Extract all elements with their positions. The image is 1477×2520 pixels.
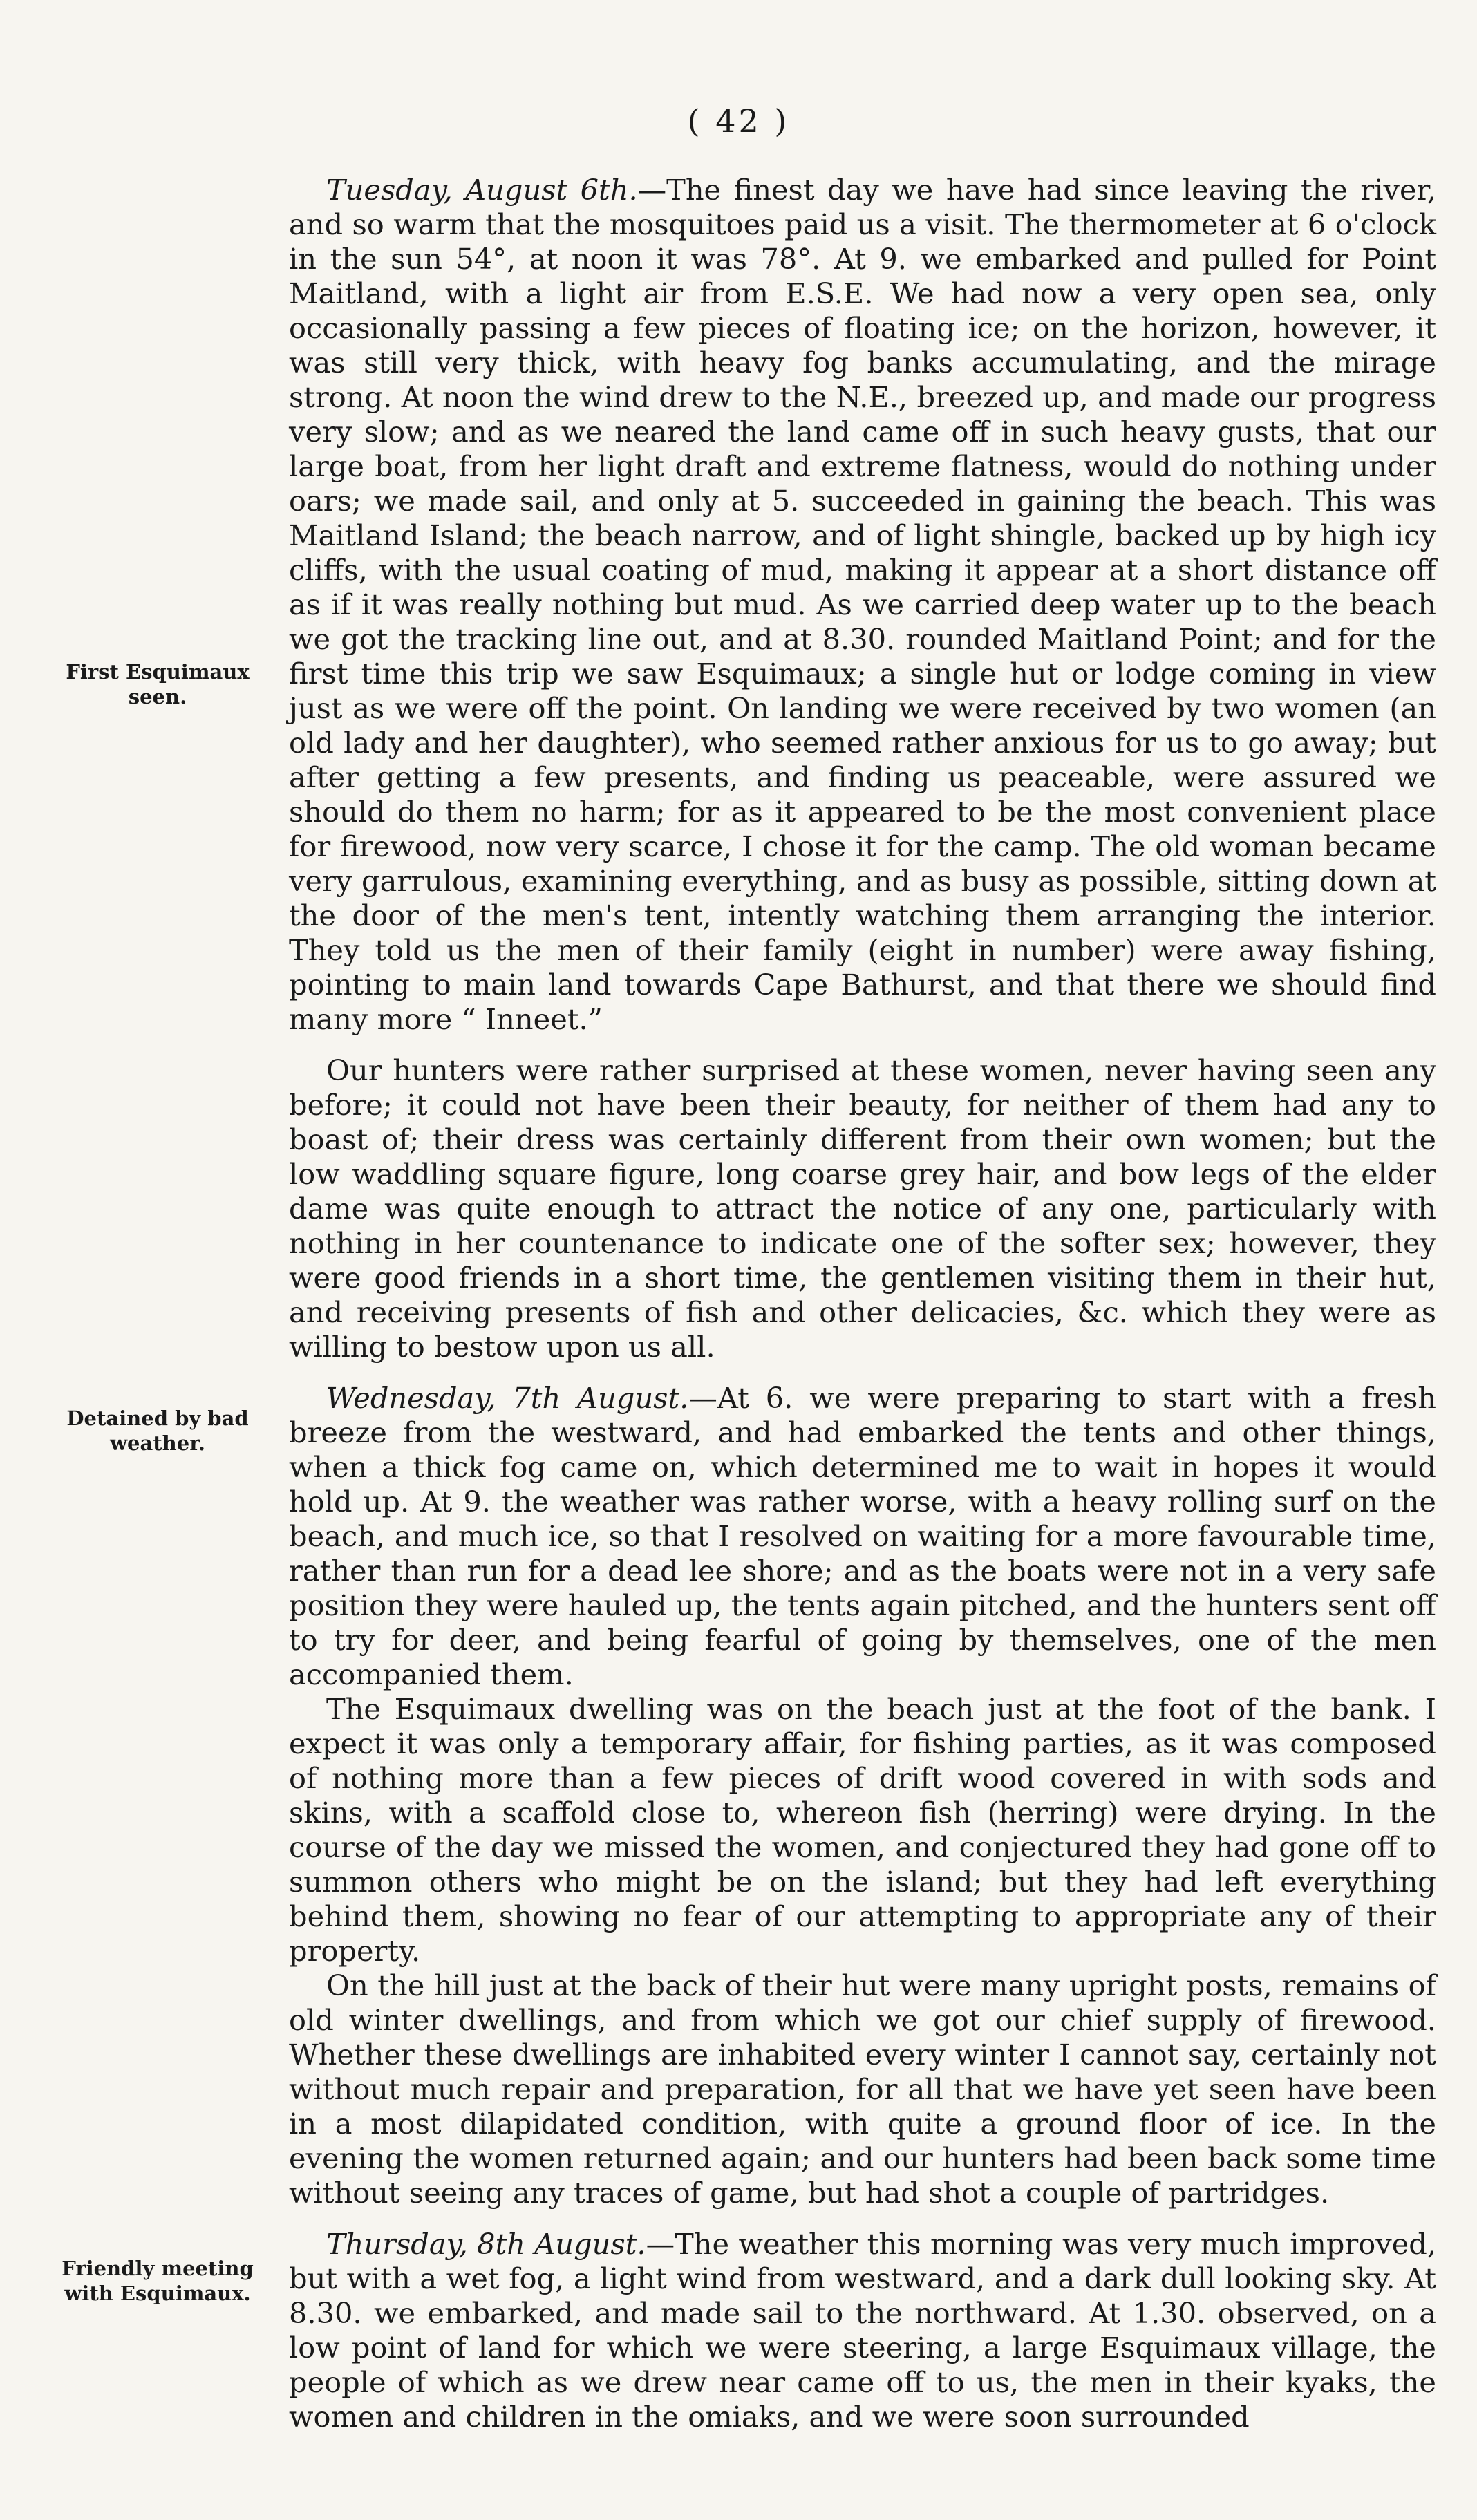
margin-note-detained: Detained by bad weather. <box>66 1407 249 1455</box>
body-text <box>289 173 1436 2434</box>
paragraph <box>289 1692 1436 1968</box>
entry-date: Thursday, 8th August. <box>326 2227 646 2261</box>
paragraph-text: On the hill just at the back of their hut were many upright posts, remains of old winter dwellings, and from which we got our chief supply of firewood. Whether these dwellings are inhabited every winter I cannot say, certainly not without much repair and preparation, for all that we have yet seen have been in a most dilapidated condition, with quite a ground floor of ice. In the evening the women returned again; and our hunters had been back some time without seeing any traces of game, but had shot a couple of partridges. <box>289 1968 1436 2210</box>
paragraph-text: —At 6. we were preparing to start with a fresh breeze from the westward, and had embarked the tents and other things, when a thick fog came on, which determined me to wait in hopes it would hold up. At 9. the weather was rather worse, with a heavy rolling surf on the beach, and much ice, so that I resolved on waiting for a more favourable time, rather than run for a dead lee shore; and as the boats were not in a very safe position they were hauled up, the tents again pitched, and the hunters sent off to try for deer, and being fearful of going by themselves, one of the men accompanied them. <box>289 1381 1437 1691</box>
paragraph-text: Our hunters were rather surprised at these women, never having seen any before; it could not have been their beauty, for neither of them had any to boast of; their dress was certainly different from their own women; but the low waddling square figure, long coarse grey hair, and bow legs of the elder dame was quite enough to attract the notice of any one, particularly with nothing in her countenance to indicate one of the softer sex; however, they were good friends in a short time, the gentlemen visiting them in their hut, and receiving presents of fish and other delicacies, &c. which they were as willing to bestow upon us all. <box>289 1053 1436 1364</box>
paragraph <box>289 2227 1436 2434</box>
paragraph-text: The Esquimaux dwelling was on the beach just at the foot of the bank. I expect it was only a temporary affair, for fishing parties, as it was composed of nothing more than a few pieces of drift wood covered in with sods and skins, with a scaffold close to, whereon fish (herring) were drying. In the course of the day we missed the women, and conjectured they had gone off to summon others who might be on the island; but they had left everything behind them, showing no fear of our attempting to appropriate any of their property. <box>289 1692 1436 1968</box>
margin-note-friendly-meeting: Friendly meeting with Esquimaux. <box>62 2257 254 2305</box>
paragraph-text: —The finest day we have had since leaving the river, and so warm that the mosquitoes paid us a visit. The thermometer at 6 o'clock in the sun 54°, at noon it was 78°. At 9. we embarked and pulled for Point Maitland, with a light air from E.S.E. We had now a very open sea, only occasionally passing a few pieces of floating ice; on the horizon, however, it was still very thick, with heavy fog banks accumulating, and the mirage strong. At noon the wind drew to the N.E., breezed up, and made our progress very slow; and as we neared the land came off in such heavy gusts, that our large boat, from her light draft and extreme flatness, would do nothing under oars; we made sail, and only at 5. succeeded in gaining the beach. This was Maitland Island; the beach narrow, and of light shingle, backed up by high icy cliffs, with the usual coating of mud, making it appear at a short distance off as if it was really nothing but mud. As we carried deep water up to the beach we got the tracking line out, and at 8.30. rounded Maitland Point; and for the first time this trip we saw Esquimaux; a single hut or lodge coming in view just as we were off the point. On landing we were received by two women (an old lady and her daughter), who seemed rather anxious for us to go away; but after getting a few presents, and finding us peaceable, were assured we should do them no harm; for as it appeared to be the most convenient place for firewood, now very scarce, I chose it for the camp. The old woman became very garrulous, examining everything, and as busy as possible, sitting down at the door of the men's tent, intently watching them arranging the interior. They told us the men of their family (eight in number) were away fishing, pointing to main land towards Cape Bathurst, and that there we should find many more “ Inneet.” <box>289 173 1437 1036</box>
entry-date: Wednesday, 7th August. <box>326 1381 689 1415</box>
paragraph <box>289 1968 1436 2210</box>
page-number: ( 42 ) <box>687 102 790 140</box>
paragraph <box>289 1053 1436 1364</box>
paragraph-text: —The weather this morning was very much improved, but with a wet fog, a light wind from westward, and a dark dull looking sky. At 8.30. we embarked, and made sail to the northward. At 1.30. observed, on a low point of land for which we were steering, a large Esquimaux village, the people of which as we drew near came off to us, the men in their kyaks, the women and children in the omiaks, and we were soon surrounded <box>289 2227 1436 2434</box>
margin-note-first-esquimaux: First Esquimaux seen. <box>66 660 250 708</box>
paragraph <box>289 1381 1436 1692</box>
paragraph <box>289 173 1436 1037</box>
entry-date: Tuesday, August 6th. <box>326 173 638 207</box>
